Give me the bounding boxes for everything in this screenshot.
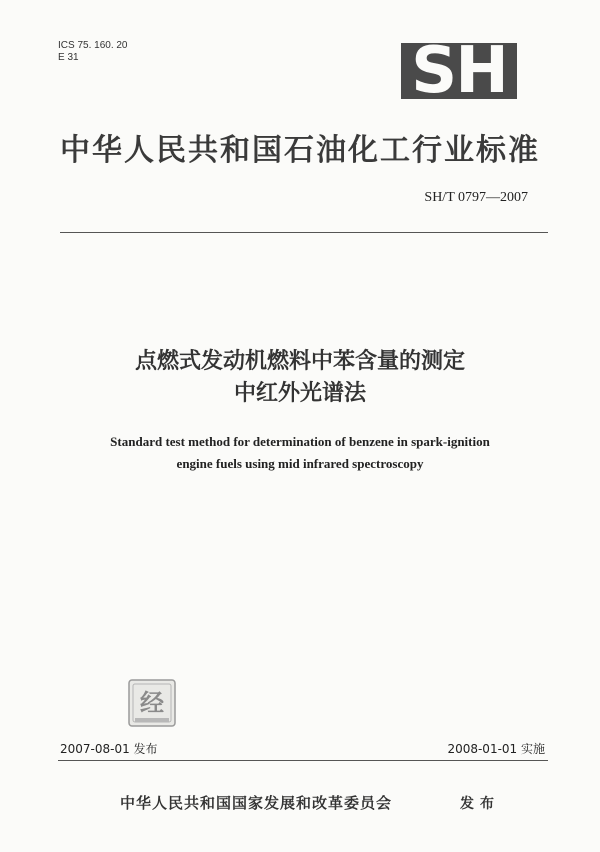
chinese-title-line-1: 点燃式发动机燃料中苯含量的测定 bbox=[134, 349, 465, 374]
seal-icon bbox=[127, 678, 177, 728]
classification-codes bbox=[58, 40, 128, 64]
publisher-name: 中华人民共和国国家发展和改革委员会 bbox=[120, 794, 393, 812]
seal-glyph: 经 bbox=[140, 689, 164, 717]
standard-category-title: 中华人民共和国石油化工行业标准 bbox=[60, 133, 540, 168]
header-divider bbox=[60, 232, 548, 233]
footer-divider bbox=[58, 760, 548, 761]
sh-logo: SH bbox=[401, 43, 517, 99]
publish-label: 发布 bbox=[460, 796, 500, 812]
approval-seal-stamp bbox=[127, 678, 177, 728]
standard-number: SH/T 0797—2007 bbox=[424, 190, 528, 205]
chinese-title-line-2: 中红外光谱法 bbox=[233, 381, 366, 406]
english-title-line-1: Standard test method for determination of benzene in spark-ignition bbox=[110, 434, 490, 449]
issue-date: 2007-08-01 发布 bbox=[60, 742, 158, 756]
english-title-line-2: engine fuels using mid infrared spectroscopy bbox=[176, 456, 424, 471]
ccs-code: E 31 bbox=[58, 52, 79, 63]
ics-code: ICS 75. 160. 20 bbox=[58, 40, 128, 51]
implementation-date: 2008-01-01 实施 bbox=[447, 742, 545, 756]
